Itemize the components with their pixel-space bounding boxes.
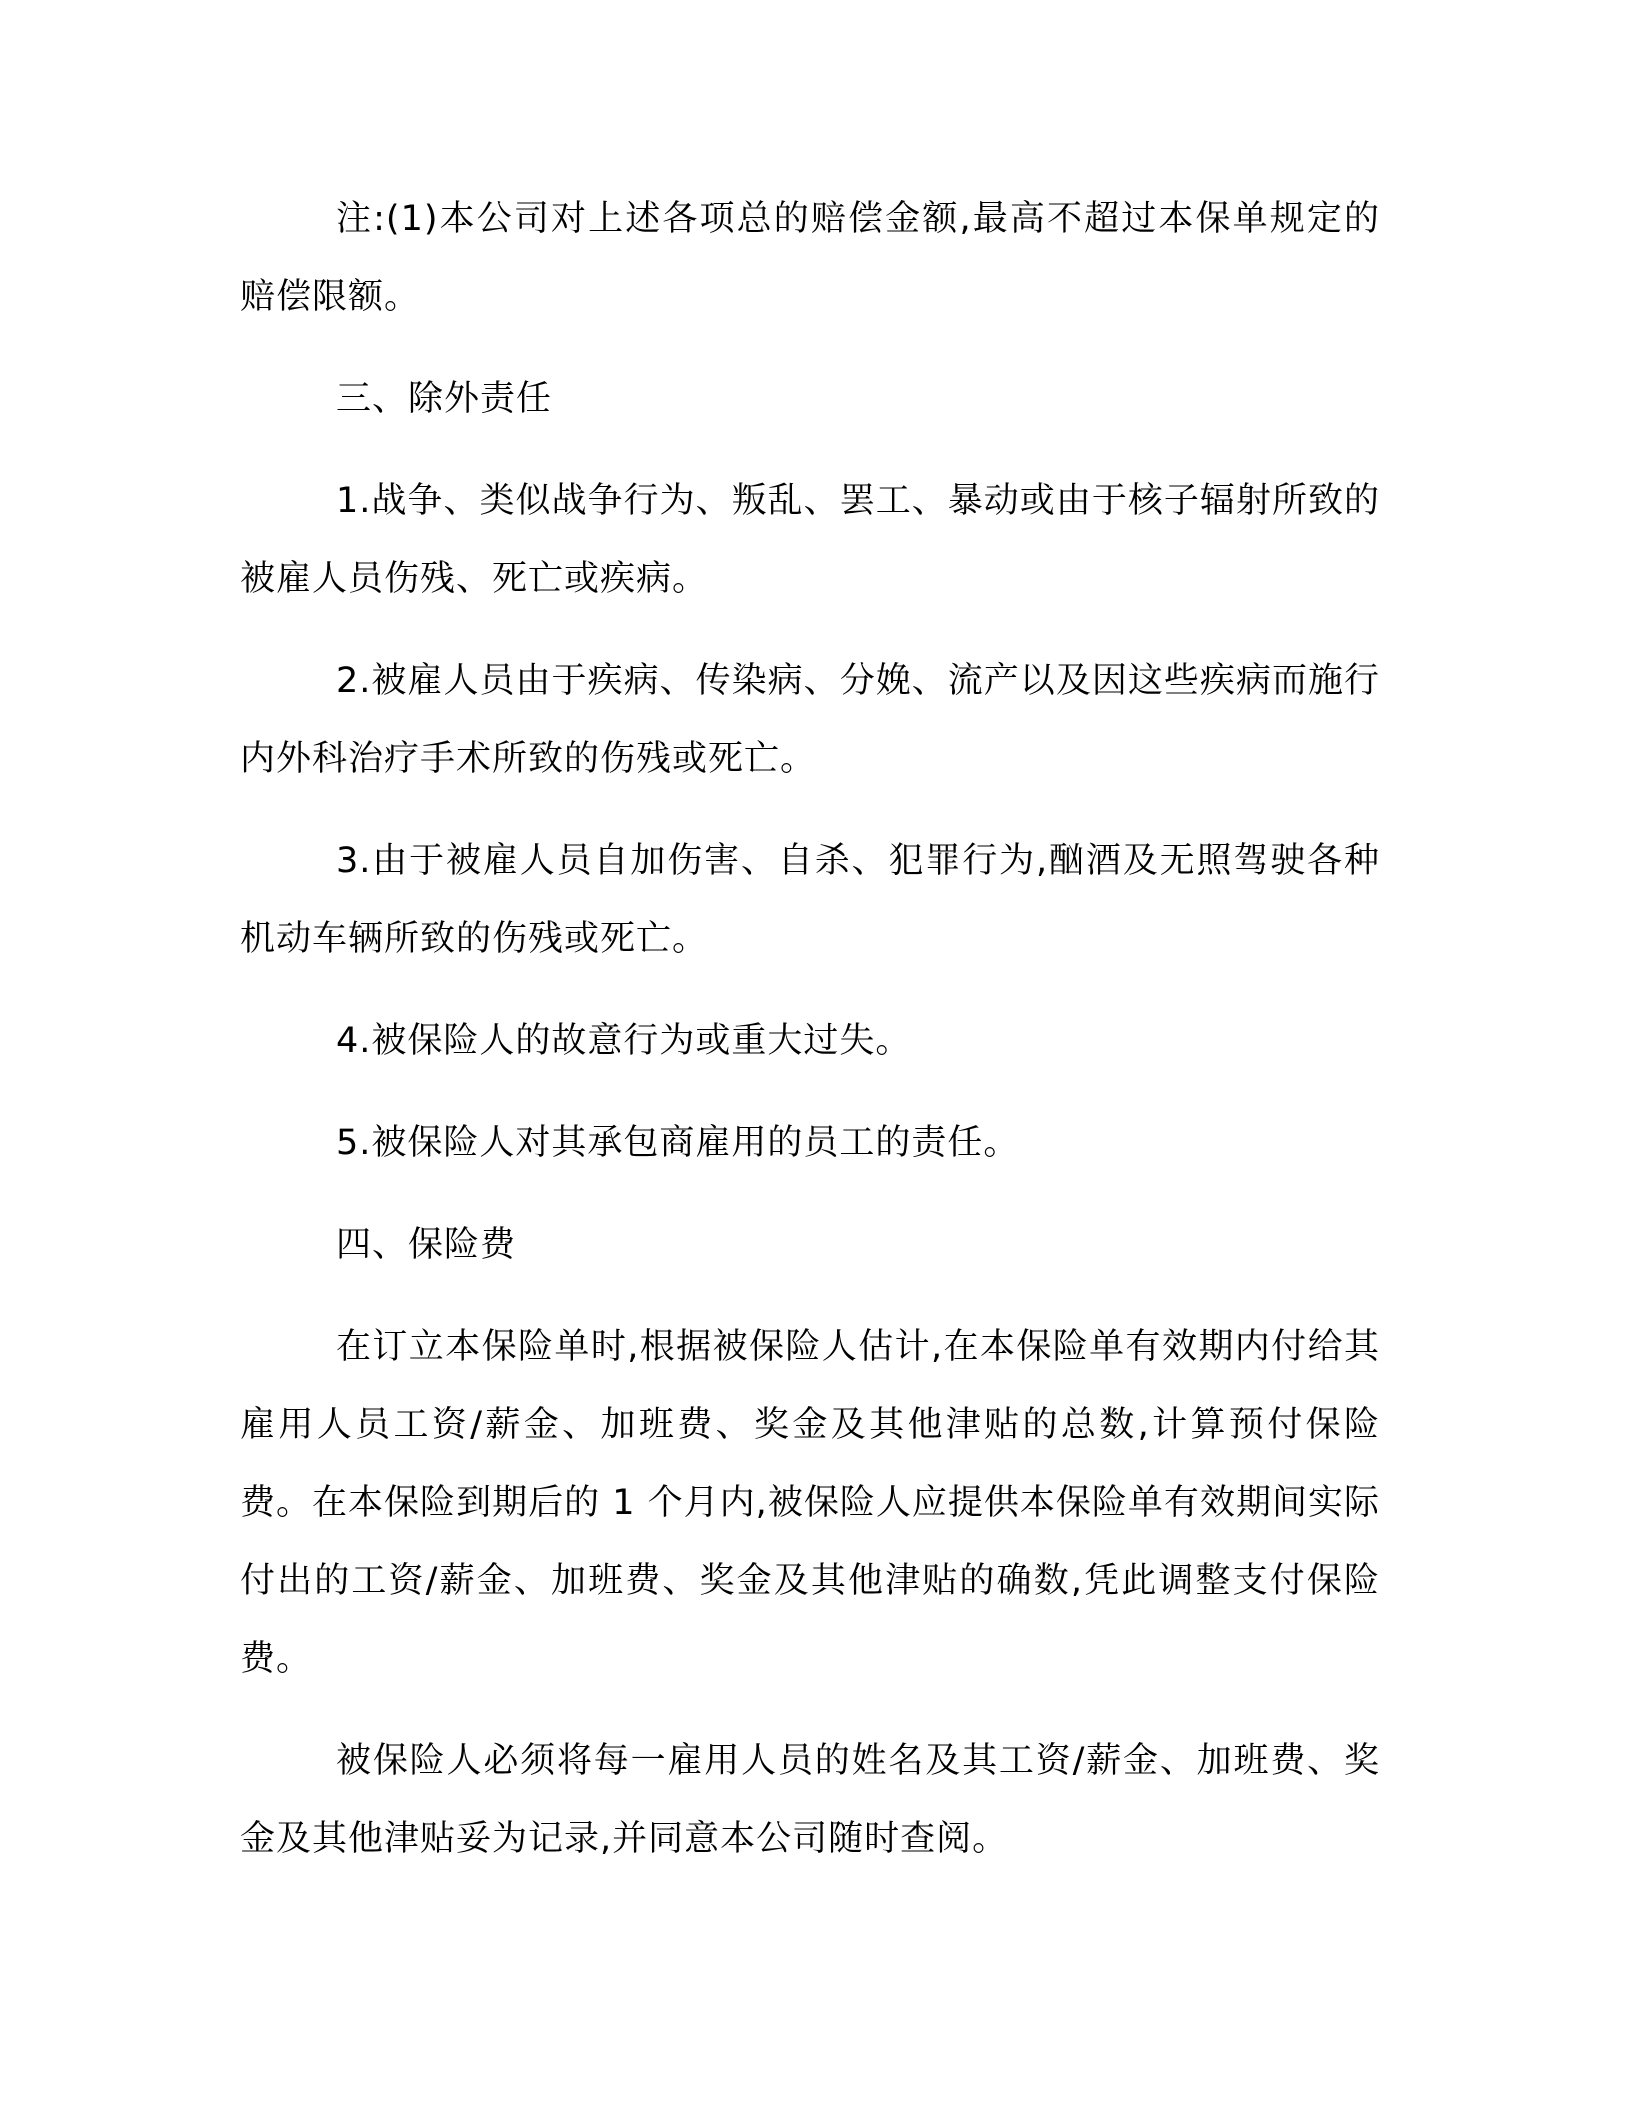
exclusion-item-4: 4.被保险人的故意行为或重大过失。 (336, 1021, 912, 1061)
records-paragraph: 被保险人必须将每一雇用人员的姓名及其工资/薪金、加班费、奖金及其他津贴妥为记录,并同意本公司随时查阅。 (240, 1741, 1380, 1859)
note-paragraph: 注:(1)本公司对上述各项总的赔偿金额,最高不超过本保单规定的赔偿限额。 (240, 199, 1380, 317)
exclusion-item-2: 2.被雇人员由于疾病、传染病、分娩、流产以及因这些疾病而施行内外科治疗手术所致的伤残或死亡。 (240, 661, 1380, 779)
exclusion-item-1: 1.战争、类似战争行为、叛乱、罢工、暴动或由于核子辐射所致的被雇人员伤残、死亡或疾病。 (240, 481, 1380, 599)
section-heading-exclusions: 三、除外责任 (336, 379, 553, 419)
section-heading-premium: 四、保险费 (336, 1225, 517, 1265)
premium-paragraph: 在订立本保险单时,根据被保险人估计,在本保险单有效期内付给其雇用人员工资/薪金、加班费、奖金及其他津贴的总数,计算预付保险费。在本保险到期后的 1 个月内,被保险人应提供本保险单有效期间实际付出的工资/薪金、加班费、奖金及其他津贴的确数,凭此调整支付保险费。 (240, 1327, 1380, 1679)
exclusion-item-5: 5.被保险人对其承包商雇用的员工的责任。 (336, 1123, 1020, 1163)
document-body (240, 180, 1380, 1902)
exclusion-item-3: 3.由于被雇人员自加伤害、自杀、犯罪行为,酗酒及无照驾驶各种机动车辆所致的伤残或死亡。 (240, 841, 1380, 959)
